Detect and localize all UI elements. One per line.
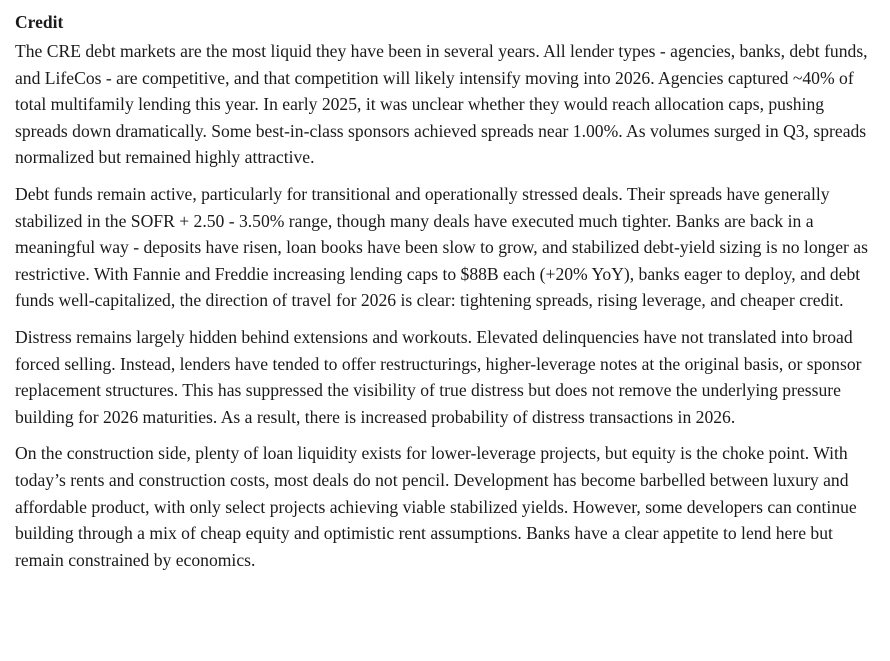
paragraph-debt-markets: The CRE debt markets are the most liquid they have been in several years. All lender types - agencies, banks, debt funds, and LifeCos - are competitive, and that competition will likely intensify moving into 2026. Agencies captured ~40% of total multifamily lending this year. In early 2025, it was unclear whether they would reach allocation caps, pushing spreads down dramatically. Some best-in-class sponsors achieved spreads near 1.00%. As volumes surged in Q3, spreads normalized but remained highly attractive. <box>15 41 868 168</box>
paragraph-construction: On the construction side, plenty of loan liquidity exists for lower-leverage projects, but equity is the choke point. With today’s rents and construction costs, most deals do not pencil. Development has become barbelled between luxury and affordable product, with only select projects achieving viable stabilized yields. However, some developers can continue building through a mix of cheap equity and optimistic rent assumptions. Banks have a clear appetite to lend here but remain constrained by economics. <box>15 443 857 570</box>
paragraph-distress: Distress remains largely hidden behind extensions and workouts. Elevated delinquencies have not translated into broad forced selling. Instead, lenders have tended to offer restructurings, higher-leverage notes at the original basis, or sponsor replacement structures. This has suppressed the visibility of true distress but does not remove the underlying pressure building for 2026 maturities. As a result, there is increased probability of distress transactions in 2026. <box>15 326 862 427</box>
paragraph-debt-funds: Debt funds remain active, particularly for transitional and operationally stressed deals. Their spreads have generally stabilized in the SOFR + 2.50 - 3.50% range, though many deals have executed much tighter. Banks are back in a meaningful way - deposits have risen, loan books have been slow to grow, and stabilized debt-yield sizing is no longer as restrictive. With Fannie and Freddie increasing lending caps to $88B each (+20% YoY), banks eager to deploy, and debt funds well-capitalized, the direction of travel for 2026 is clear: tightening spreads, rising leverage, and cheaper credit. <box>15 183 868 311</box>
section-heading: Credit <box>15 12 64 32</box>
